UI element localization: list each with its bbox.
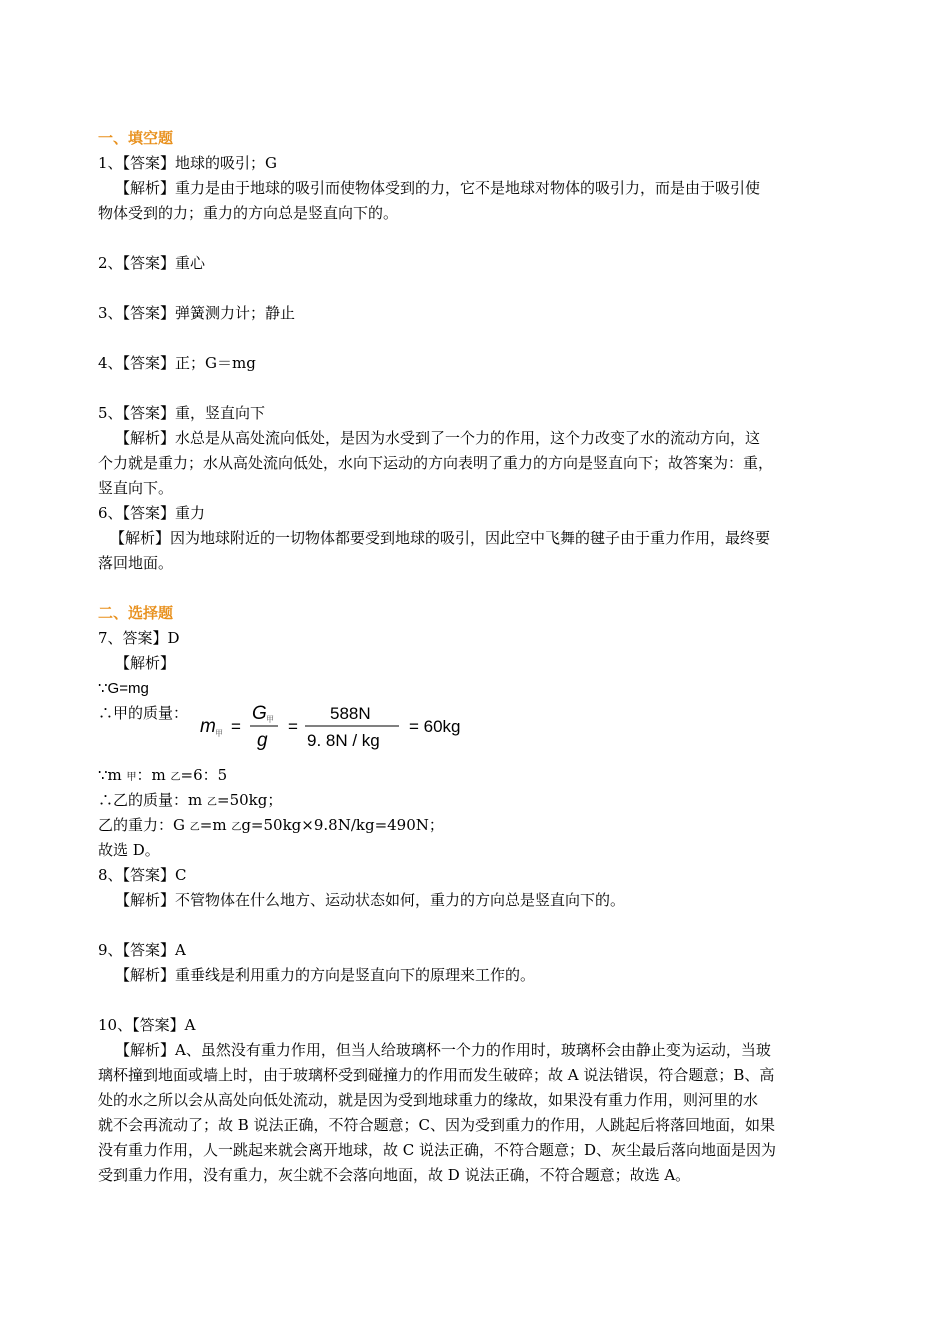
q6-analysis-line: 【解析】因为地球附近的一切物体都要受到地球的吸引，因此空中飞舞的毽子由于重力作用，最终要 — [110, 529, 771, 547]
q7-step: 故选 D。 — [98, 841, 160, 859]
q5-answer: 5、【答案】重，竖直向下 — [98, 404, 266, 422]
q1-answer: 1、【答案】地球的吸引；G — [98, 154, 278, 172]
formula-eq: = — [288, 717, 298, 736]
q2-answer: 2、【答案】重心 — [98, 254, 206, 272]
q3-answer: 3、【答案】弹簧测力计；静止 — [98, 304, 296, 322]
q8-analysis: 【解析】不管物体在什么地方、运动状态如何，重力的方向总是竖直向下的。 — [115, 891, 626, 909]
formula-result: = 60kg — [409, 717, 461, 736]
section-title-multiple-choice: 二、选择题 — [98, 604, 174, 622]
q7-step-label: ∴甲的质量： — [98, 704, 189, 722]
q10-analysis-line: 【解析】A、虽然没有重力作用，但当人给玻璃杯一个力的作用时，玻璃杯会由静止变为运动，当玻 — [115, 1041, 771, 1059]
q7-answer: 7、答案】D — [98, 629, 180, 647]
q10-analysis-line: 就不会再流动了；故 B 说法正确，不符合题意；C、因为受到重力的作用，人跳起后将落回地面，如果 — [98, 1116, 776, 1134]
formula-denominator: 9. 8N / kg — [307, 731, 380, 750]
q7-step: 乙的重力：G 乙=m 乙g=50kg×9.8N/kg=490N； — [98, 816, 444, 834]
q7-step: ∵G=mg — [98, 680, 149, 697]
q5-analysis-line: 竖直向下。 — [98, 479, 174, 497]
q6-analysis-line: 落回地面。 — [98, 554, 174, 572]
q8-answer: 8、【答案】C — [98, 866, 187, 884]
q5-analysis-line: 【解析】水总是从高处流向低处，是因为水受到了一个力的作用，这个力改变了水的流动方向，这 — [115, 429, 761, 447]
q10-analysis-line: 处的水之所以会从高处向低处流动，就是因为受到地球重力的缘故，如果没有重力作用，则河里的水 — [98, 1091, 759, 1109]
formula-G-sub: 甲 — [266, 715, 274, 724]
q4-answer: 4、【答案】正；G＝mg — [98, 354, 256, 372]
formula-G: G — [252, 703, 267, 724]
q7-step: ∵m 甲：m 乙=6：5 — [98, 766, 228, 784]
formula-eq: = — [231, 717, 241, 736]
section-title-fill-blank: 一、填空题 — [98, 129, 174, 147]
q7-step: ∴乙的质量：m 乙=50kg； — [98, 791, 283, 809]
q9-analysis: 【解析】重垂线是利用重力的方向是竖直向下的原理来工作的。 — [115, 966, 536, 984]
formula-m-sub: 甲 — [215, 729, 223, 738]
q10-analysis-line: 璃杯撞到地面或墙上时，由于玻璃杯受到碰撞力的作用而发生破碎；故 A 说法错误，符合题意；B、高 — [98, 1066, 775, 1084]
q5-analysis-line: 个力就是重力；水从高处流向低处，水向下运动的方向表明了重力的方向是竖直向下；故答案为：重， — [98, 454, 774, 472]
formula-m: m — [200, 716, 216, 737]
q1-analysis-line: 【解析】重力是由于地球的吸引而使物体受到的力，它不是地球对物体的吸引力，而是由于吸引使 — [115, 179, 761, 197]
mass-formula — [194, 691, 594, 755]
q7-mass-formula-row — [98, 701, 858, 763]
q6-answer: 6、【答案】重力 — [98, 504, 206, 522]
q1-analysis-line: 物体受到的力；重力的方向总是竖直向下的。 — [98, 204, 399, 222]
q10-analysis-line: 没有重力作用，人一跳起来就会离开地球，故 C 说法正确，不符合题意；D、灰尘最后落向地面是因为 — [98, 1141, 777, 1159]
formula-numerator: 588N — [330, 704, 371, 723]
q9-answer: 9、【答案】A — [98, 941, 186, 959]
q10-analysis-line: 受到重力作用，没有重力，灰尘就不会落向地面，故 D 说法正确，不符合题意；故选 A。 — [98, 1166, 691, 1184]
q7-analysis-label: 【解析】 — [115, 654, 176, 672]
q10-answer: 10、【答案】A — [98, 1016, 196, 1034]
formula-g: g — [257, 730, 268, 751]
answer-sheet — [98, 126, 858, 1188]
